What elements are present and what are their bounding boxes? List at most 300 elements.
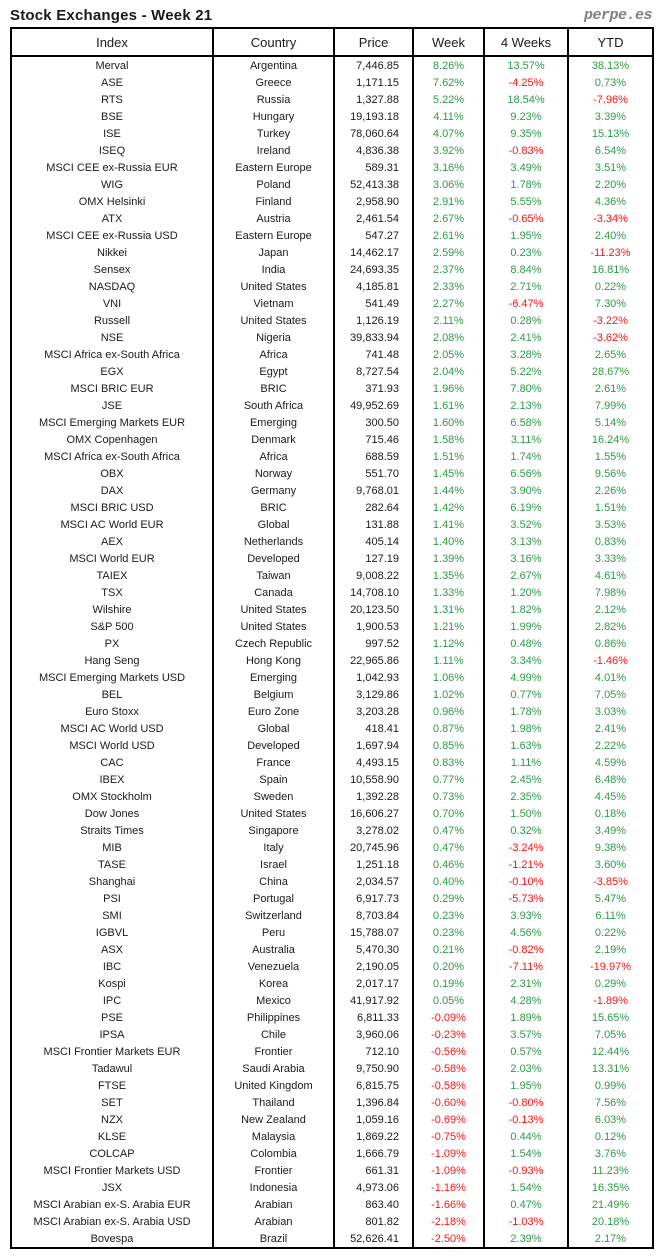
table-row [12,397,652,414]
week-cell: 1.39% [412,550,483,567]
index-cell: Kospi [98,977,126,990]
index-cell: TASE [98,858,126,871]
table-row [12,1162,652,1179]
week-cell: 3.16% [412,159,483,176]
country-cell: Norway [212,465,333,482]
country-cell: BRIC [212,380,333,397]
week-cell: 2.59% [412,244,483,261]
ytd-cell: 7.05% [567,1026,652,1043]
price-cell: 2,461.54 [333,210,412,227]
country-cell: Colombia [212,1145,333,1162]
index-cell: OMX Stockholm [72,790,152,803]
table-row [12,737,652,754]
week-cell: 0.19% [412,975,483,992]
four-weeks-cell: -1.21% [483,856,567,873]
week-cell: 2.33% [412,278,483,295]
ytd-cell: 0.99% [567,1077,652,1094]
table-row [12,873,652,890]
country-cell: Arabian [212,1196,333,1213]
price-cell: 24,693.35 [333,261,412,278]
four-weeks-cell: 1.54% [483,1179,567,1196]
country-cell: United States [212,278,333,295]
index-cell: MSCI Frontier Markets USD [43,1164,181,1177]
index-cell: ISEQ [98,144,126,157]
four-weeks-cell: 18.54% [483,91,567,108]
table-row [12,278,652,295]
index-cell: TSX [101,586,123,599]
ytd-cell: 7.99% [567,397,652,414]
four-weeks-cell: 0.28% [483,312,567,329]
four-weeks-cell: 9.35% [483,125,567,142]
country-cell: Brazil [212,1230,333,1247]
index-cell: Tadawul [91,1062,133,1075]
four-weeks-cell: 1.50% [483,805,567,822]
country-cell: Malaysia [212,1128,333,1145]
four-weeks-cell: 2.35% [483,788,567,805]
table-row [12,754,652,771]
price-cell: 19,193.18 [333,108,412,125]
four-weeks-cell: 3.11% [483,431,567,448]
week-cell: 0.85% [412,737,483,754]
four-weeks-cell: 1.82% [483,601,567,618]
ytd-cell: 2.19% [567,941,652,958]
index-cell: ATX [101,212,123,225]
index-cell: MSCI AC World EUR [60,518,164,531]
country-cell: Emerging [212,414,333,431]
ytd-cell: -3.85% [567,873,652,890]
week-cell: 0.87% [412,720,483,737]
week-cell: -0.58% [412,1060,483,1077]
index-cell: MSCI Emerging Markets EUR [38,416,186,429]
index-cell: CAC [100,756,124,769]
country-cell: Russia [212,91,333,108]
ytd-cell: 3.60% [567,856,652,873]
price-cell: 1,900.53 [333,618,412,635]
index-cell: Nikkei [97,246,127,259]
country-cell: Turkey [212,125,333,142]
country-cell: Taiwan [212,567,333,584]
four-weeks-cell: -7.11% [483,958,567,975]
price-cell: 131.88 [333,516,412,533]
ytd-cell: 1.51% [567,499,652,516]
week-cell: -0.69% [412,1111,483,1128]
country-cell: Vietnam [212,295,333,312]
ytd-cell: 3.39% [567,108,652,125]
table-row [12,890,652,907]
index-cell: JSE [101,399,123,412]
table-row [12,822,652,839]
four-weeks-cell: -0.83% [483,142,567,159]
table-row [12,414,652,431]
price-cell: 1,666.79 [333,1145,412,1162]
index-cell: MSCI World EUR [69,552,155,565]
price-cell: 371.93 [333,380,412,397]
price-cell: 14,708.10 [333,584,412,601]
four-weeks-cell: 3.90% [483,482,567,499]
week-cell: 1.31% [412,601,483,618]
index-cell: IGBVL [95,926,129,939]
country-cell: Indonesia [212,1179,333,1196]
table-row [12,1213,652,1230]
brand-watermark: perpe.es [583,7,652,24]
four-weeks-cell: 2.71% [483,278,567,295]
week-cell: -0.75% [412,1128,483,1145]
week-cell: 0.23% [412,907,483,924]
ytd-cell: 1.55% [567,448,652,465]
index-cell: TAIEX [96,569,128,582]
four-weeks-cell: 0.48% [483,635,567,652]
country-cell: Africa [212,448,333,465]
country-cell: United States [212,805,333,822]
country-cell: Netherlands [212,533,333,550]
week-cell: 0.70% [412,805,483,822]
ytd-cell: 4.36% [567,193,652,210]
country-cell: Developed [212,550,333,567]
four-weeks-cell: 2.67% [483,567,567,584]
four-weeks-cell: 1.98% [483,720,567,737]
ytd-cell: 20.18% [567,1213,652,1230]
price-cell: 4,836.38 [333,142,412,159]
table-row [12,601,652,618]
table-row [12,975,652,992]
table-row [12,193,652,210]
table-row [12,1145,652,1162]
four-weeks-cell: -4.25% [483,74,567,91]
column-header-price: Price [333,29,412,55]
week-cell: -2.50% [412,1230,483,1247]
week-cell: -0.60% [412,1094,483,1111]
index-cell: BEL [101,688,123,701]
price-cell: 3,278.02 [333,822,412,839]
four-weeks-cell: 1.78% [483,176,567,193]
index-cell: AEX [100,535,123,548]
table-row [12,312,652,329]
four-weeks-cell: 2.39% [483,1230,567,1247]
ytd-cell: 6.54% [567,142,652,159]
country-cell: Mexico [212,992,333,1009]
week-cell: -0.56% [412,1043,483,1060]
four-weeks-cell: 3.13% [483,533,567,550]
country-cell: France [212,754,333,771]
week-cell: 0.46% [412,856,483,873]
index-cell: OBX [100,467,124,480]
week-cell: 0.40% [412,873,483,890]
week-cell: -0.58% [412,1077,483,1094]
country-cell: Australia [212,941,333,958]
week-cell: -1.66% [412,1196,483,1213]
column-header-ytd: YTD [567,29,652,55]
week-cell: 1.42% [412,499,483,516]
index-cell: Sensex [93,263,131,276]
price-cell: 14,462.17 [333,244,412,261]
index-cell: MSCI BRIC USD [70,501,154,514]
week-cell: -0.23% [412,1026,483,1043]
four-weeks-cell: -6.47% [483,295,567,312]
table-row [12,261,652,278]
ytd-cell: 11.23% [567,1162,652,1179]
index-cell: MSCI Africa ex-South Africa [44,450,180,463]
table-row [12,1043,652,1060]
week-cell: 1.58% [412,431,483,448]
four-weeks-cell: -0.80% [483,1094,567,1111]
index-cell: IBC [102,960,122,973]
index-cell: MSCI Frontier Markets EUR [43,1045,181,1058]
price-cell: 52,626.41 [333,1230,412,1247]
country-cell: Peru [212,924,333,941]
table-row [12,142,652,159]
table-row [12,652,652,669]
price-cell: 1,392.28 [333,788,412,805]
country-cell: Philippines [212,1009,333,1026]
ytd-cell: 2.65% [567,346,652,363]
price-cell: 49,952.69 [333,397,412,414]
ytd-cell: 28.67% [567,363,652,380]
price-cell: 22,965.86 [333,652,412,669]
ytd-cell: -11.23% [567,244,652,261]
four-weeks-cell: 1.95% [483,227,567,244]
table-row [12,720,652,737]
ytd-cell: -19.97% [567,958,652,975]
four-weeks-cell: 1.20% [483,584,567,601]
country-cell: Global [212,720,333,737]
country-cell: South Africa [212,397,333,414]
ytd-cell: 4.59% [567,754,652,771]
table-row [12,941,652,958]
four-weeks-cell: 3.57% [483,1026,567,1043]
price-cell: 418.41 [333,720,412,737]
table-row [12,1196,652,1213]
table-row [12,91,652,108]
price-cell: 1,059.16 [333,1111,412,1128]
table-row [12,584,652,601]
price-cell: 9,008.22 [333,567,412,584]
table-row [12,958,652,975]
week-cell: 1.45% [412,465,483,482]
index-cell: OMX Helsinki [78,195,146,208]
index-cell: Wilshire [92,603,132,616]
ytd-cell: 5.14% [567,414,652,431]
price-cell: 15,788.07 [333,924,412,941]
week-cell: 0.05% [412,992,483,1009]
index-cell: PSI [103,892,121,905]
price-cell: 712.10 [333,1043,412,1060]
table-row [12,465,652,482]
price-cell: 715.46 [333,431,412,448]
table-row [12,856,652,873]
week-cell: 1.41% [412,516,483,533]
country-cell: China [212,873,333,890]
ytd-cell: 7.05% [567,686,652,703]
table-row [12,1077,652,1094]
ytd-cell: 6.03% [567,1111,652,1128]
index-cell: Euro Stoxx [85,705,139,718]
ytd-cell: 2.40% [567,227,652,244]
four-weeks-cell: 1.74% [483,448,567,465]
table-row [12,74,652,91]
price-cell: 6,815.75 [333,1077,412,1094]
week-cell: 1.11% [412,652,483,669]
country-cell: Austria [212,210,333,227]
index-cell: KLSE [97,1130,127,1143]
ytd-cell: 2.20% [567,176,652,193]
week-cell: 1.51% [412,448,483,465]
country-cell: Hong Kong [212,652,333,669]
index-cell: NZX [101,1113,123,1126]
four-weeks-cell: 6.19% [483,499,567,516]
price-cell: 20,123.50 [333,601,412,618]
ytd-cell: 9.38% [567,839,652,856]
ytd-cell: 4.45% [567,788,652,805]
index-cell: EGX [100,365,124,378]
country-cell: BRIC [212,499,333,516]
table-row [12,380,652,397]
week-cell: 2.67% [412,210,483,227]
table-row [12,1128,652,1145]
country-cell: Hungary [212,108,333,125]
country-cell: Greece [212,74,333,91]
price-cell: 39,833.94 [333,329,412,346]
table-row [12,703,652,720]
ytd-cell: 2.12% [567,601,652,618]
week-cell: 2.27% [412,295,483,312]
country-cell: Japan [212,244,333,261]
country-cell: United States [212,312,333,329]
ytd-cell: 21.49% [567,1196,652,1213]
ytd-cell: 38.13% [567,57,652,74]
price-cell: 4,185.81 [333,278,412,295]
price-cell: 16,606.27 [333,805,412,822]
price-cell: 127.19 [333,550,412,567]
ytd-cell: -7.96% [567,91,652,108]
table-row [12,669,652,686]
country-cell: Eastern Europe [212,227,333,244]
four-weeks-cell: 2.41% [483,329,567,346]
country-cell: Italy [212,839,333,856]
page-title: Stock Exchanges - Week 21 [10,7,213,24]
price-cell: 9,750.90 [333,1060,412,1077]
country-cell: Frontier [212,1043,333,1060]
week-cell: 7.62% [412,74,483,91]
four-weeks-cell: 1.95% [483,1077,567,1094]
ytd-cell: 6.48% [567,771,652,788]
four-weeks-cell: 3.28% [483,346,567,363]
price-cell: 1,327.88 [333,91,412,108]
country-cell: Venezuela [212,958,333,975]
week-cell: 2.08% [412,329,483,346]
table-row [12,788,652,805]
price-cell: 5,470.30 [333,941,412,958]
table-row [12,499,652,516]
table-row [12,1111,652,1128]
price-cell: 9,768.01 [333,482,412,499]
price-cell: 282.64 [333,499,412,516]
four-weeks-cell: 3.34% [483,652,567,669]
four-weeks-cell: -3.24% [483,839,567,856]
table-row [12,482,652,499]
index-cell: ASX [100,943,123,956]
week-cell: -2.18% [412,1213,483,1230]
country-cell: Saudi Arabia [212,1060,333,1077]
ytd-cell: 2.22% [567,737,652,754]
country-cell: Frontier [212,1162,333,1179]
index-cell: Straits Times [80,824,144,837]
four-weeks-cell: 7.80% [483,380,567,397]
ytd-cell: 2.26% [567,482,652,499]
four-weeks-cell: 3.16% [483,550,567,567]
table-row [12,210,652,227]
week-cell: -1.16% [412,1179,483,1196]
ytd-cell: -1.46% [567,652,652,669]
table-header-row [12,29,652,57]
index-cell: Hang Seng [84,654,140,667]
price-cell: 661.31 [333,1162,412,1179]
ytd-cell: 15.13% [567,125,652,142]
week-cell: 3.92% [412,142,483,159]
index-cell: MSCI Arabian ex-S. Arabia USD [33,1215,191,1228]
table-row [12,1026,652,1043]
country-cell: Korea [212,975,333,992]
country-cell: Finland [212,193,333,210]
index-cell: ASE [100,76,123,89]
price-cell: 1,697.94 [333,737,412,754]
price-cell: 8,727.54 [333,363,412,380]
country-cell: Euro Zone [212,703,333,720]
four-weeks-cell: 0.77% [483,686,567,703]
price-cell: 20,745.96 [333,839,412,856]
week-cell: 0.47% [412,839,483,856]
ytd-cell: 9.56% [567,465,652,482]
price-cell: 1,869.22 [333,1128,412,1145]
four-weeks-cell: 5.55% [483,193,567,210]
price-cell: 52,413.38 [333,176,412,193]
four-weeks-cell: 2.45% [483,771,567,788]
four-weeks-cell: 6.58% [483,414,567,431]
week-cell: -0.09% [412,1009,483,1026]
four-weeks-cell: 2.31% [483,975,567,992]
four-weeks-cell: 2.13% [483,397,567,414]
ytd-cell: 0.86% [567,635,652,652]
week-cell: 2.04% [412,363,483,380]
index-cell: S&P 500 [90,620,134,633]
week-cell: 1.12% [412,635,483,652]
ytd-cell: 2.61% [567,380,652,397]
price-cell: 300.50 [333,414,412,431]
table-row [12,771,652,788]
week-cell: 0.23% [412,924,483,941]
table-row [12,1094,652,1111]
column-header-week: Week [412,29,483,55]
four-weeks-cell: 13.57% [483,57,567,74]
table-row [12,992,652,1009]
price-cell: 1,396.84 [333,1094,412,1111]
week-cell: 1.40% [412,533,483,550]
table-row [12,448,652,465]
four-weeks-cell: 3.52% [483,516,567,533]
table-row [12,108,652,125]
four-weeks-cell: 3.93% [483,907,567,924]
week-cell: -1.09% [412,1162,483,1179]
country-cell: New Zealand [212,1111,333,1128]
country-cell: Denmark [212,431,333,448]
index-cell: DAX [100,484,124,497]
ytd-cell: 5.47% [567,890,652,907]
four-weeks-cell: 9.23% [483,108,567,125]
country-cell: Sweden [212,788,333,805]
table-row [12,1230,652,1247]
price-cell: 1,251.18 [333,856,412,873]
four-weeks-cell: -0.82% [483,941,567,958]
price-cell: 3,960.06 [333,1026,412,1043]
